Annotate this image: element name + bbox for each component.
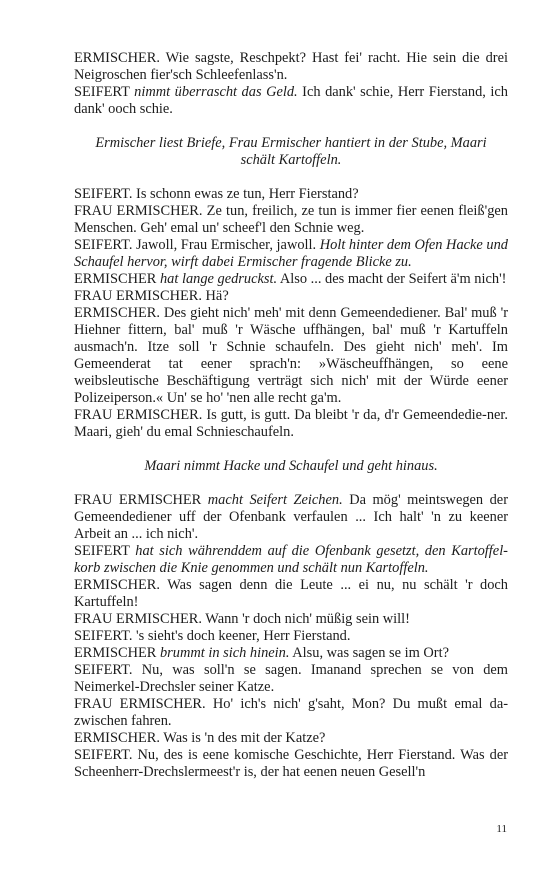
speech-paragraph [74,611,508,628]
speech-paragraph [74,271,508,288]
speech-paragraph [74,543,508,577]
page-number: 11 [496,823,507,835]
speaker-text: SEIFERT [74,84,135,100]
speech-text: FRAU ERMISCHER. Hä? [74,288,229,304]
speech-paragraph [74,203,508,237]
stage-direction-inline: nimmt überrascht das Geld. [134,84,298,100]
speech-text: SEIFERT. Nu, was soll'n se sagen. Imanand sprechen se von dem Neimerkel-Drechsler seiner Katze. [74,662,508,695]
speech-paragraph [74,407,508,441]
speech-paragraph [74,577,508,611]
speech-paragraph [74,747,508,781]
speech-text: ERMISCHER. Des gieht nich' meh' mit denn Gemeendediener. Bal' muß 'r Hiehner fittern, bal' muß 'r Wäsche uffhängen, bal' muß 'r Kartuffeln ausmach'n. Itze soll 'r Schnie schaufeln. Des gieht nich' meh'. Im Gemeenderat tat eener sprach'n: »Wäscheuffhängen, so eene weibsleutische Beschäftigung verträgt sich nich' mit der Würde eener Polizeiperson.« Un' se ho' 'nen alle recht ga'm. [74,305,508,406]
speech-paragraph [74,662,508,696]
text-page [74,50,508,781]
speech-paragraph [74,730,508,747]
speech-paragraph [74,645,508,662]
speech-paragraph [74,492,508,543]
speech-paragraph [74,288,508,305]
stage-direction: Maari nimmt Hacke und Schaufel und geht hinaus. [144,458,438,474]
speech-text: ERMISCHER. Was is 'n des mit der Katze? [74,730,326,746]
speech-text: Ich dank' schie, Herr Fierstand, ich dank' ooch schie. [74,84,508,117]
speech-text: FRAU ERMISCHER. Ho' ich's nich' g'saht, Mon? Du mußt emal da-zwischen fahren. [74,696,508,729]
spacer [74,441,508,458]
speech-text: FRAU ERMISCHER. Ze tun, freilich, ze tun is immer fier eenen fleiß'gen Menschen. Geh' emal un' scheef'l den Schnie weg. [74,203,508,236]
speaker-text: FRAU ERMISCHER [74,492,208,508]
speech-paragraph [74,186,508,203]
speaker-text: SEIFERT [74,543,136,559]
speech-text: SEIFERT. 's sieht's doch keener, Herr Fierstand. [74,628,351,644]
speech-paragraph [74,628,508,645]
stage-direction-inline: hat lange gedruckst. [159,271,278,287]
speaker-text: ERMISCHER [74,645,160,661]
speech-text: Da mög' meintswegen der Gemeendediener uff der Ofenbank verfaulen ... Ich halt' 'n zu keener Arbeit an ... ich nich'. [74,492,508,542]
spacer [74,475,508,492]
stage-direction-inline: macht Seifert Zeichen. [207,492,343,508]
speech-paragraph [74,237,508,271]
stage-direction-inline: hat sich währenddem auf die Ofenbank gesetzt, den Kartoffel-korb zwischen die Knie genommen und schält nun Kartoffeln. [74,543,508,576]
speech-text: FRAU ERMISCHER. Is gutt, is gutt. Da bleibt 'r da, d'r Gemeendedie-ner. Maari, gieh' du emal Schnieschaufeln. [74,407,508,440]
spacer [74,118,508,135]
stage-direction-inline: brummt in sich hinein. [159,645,290,661]
speech-paragraph [74,84,508,118]
speech-paragraph [74,696,508,730]
speaker-text: ERMISCHER [74,271,160,287]
stage-direction-inline: Holt hinter dem Ofen Hacke und Schaufel hervor, wirft dabei Ermischer fragende Blicke zu. [74,237,508,270]
speech-text: Alsu, was sagen se im Ort? [289,645,449,661]
speech-text: ERMISCHER. Was sagen denn die Leute ... ei nu, nu schält 'r doch Kartuffeln! [74,577,508,610]
stage-direction: Ermischer liest Briefe, Frau Ermischer hantiert in der Stube, Maari schält Kartoffeln. [95,135,487,168]
speech-text: ERMISCHER. Wie sagste, Reschpekt? Hast fei' racht. Hie sein die drei Neigroschen fier'sch Schleefenlass'n. [74,50,508,83]
spacer [74,169,508,186]
speech-text: Also ... des macht der Seifert ä'm nich'! [277,271,507,287]
speech-text: FRAU ERMISCHER. Wann 'r doch nich' müßig sein will! [74,611,410,627]
speech-text: SEIFERT. Nu, des is eene komische Geschichte, Herr Fierstand. Was der Scheenherr-Drechslermeest'r is, der hat eenen neuen Gesell'n [74,747,508,780]
speech-paragraph [74,50,508,84]
speech-text: SEIFERT. Is schonn ewas ze tun, Herr Fierstand? [74,186,359,202]
speech-paragraph [74,305,508,407]
speech-text: SEIFERT. Jawoll, Frau Ermischer, jawoll. [74,237,320,253]
